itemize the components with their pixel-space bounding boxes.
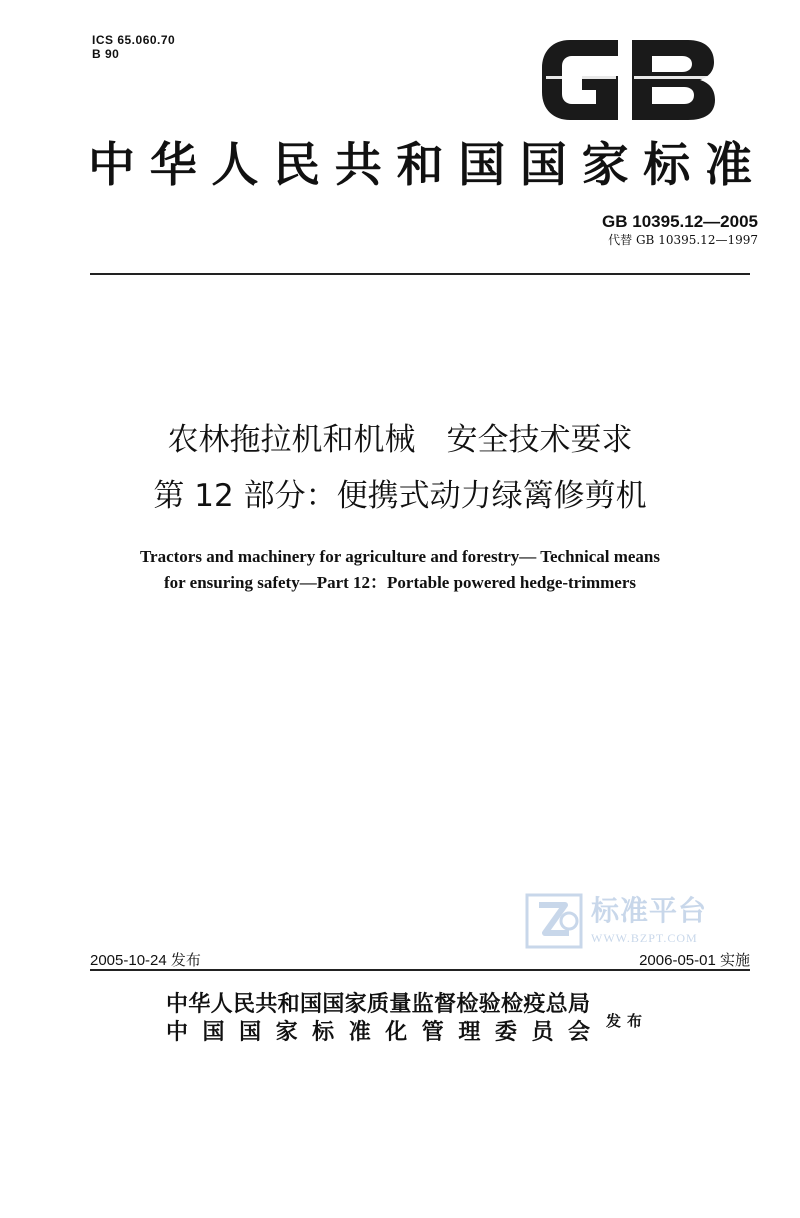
- chinese-title-line-1: 农林拖拉机和机械 安全技术要求: [167, 422, 633, 458]
- watermark-text: 标准平台: [591, 894, 708, 927]
- national-standard-title: 中华人民共和国国家标准: [88, 138, 758, 193]
- ics-code: ICS 65.060.70: [92, 33, 176, 47]
- header-divider: [90, 273, 750, 275]
- english-title-line-2: for ensuring safety—Part 12：Portable powered hedge-trimmers: [164, 573, 636, 592]
- implementation-date: 2006-05-01 实施: [639, 952, 750, 969]
- english-title-line-1: Tractors and machinery for agriculture and forestry— Technical means: [139, 547, 661, 566]
- gb-logo-icon: [540, 36, 716, 124]
- issuer-line-1: 中华人民共和国国家质量监督检验检疫总局: [166, 992, 590, 1017]
- classification-codes: [92, 33, 175, 61]
- issuer-line-2: 中国国家标准化管理委员会: [166, 1020, 590, 1045]
- standard-number-block: [602, 212, 758, 248]
- replaces-standard: 代替 GB 10395.12—1997: [608, 233, 758, 247]
- issue-date: 2005-10-24 发布: [90, 952, 201, 969]
- watermark: [525, 891, 735, 951]
- ccs-code: B 90: [92, 47, 120, 61]
- chinese-title-line-2: 第 12 部分：便携式动力绿篱修剪机: [153, 478, 647, 514]
- publish-label: 发布: [606, 1012, 649, 1030]
- watermark-logo-icon: [525, 893, 583, 949]
- footer-divider: [90, 969, 750, 971]
- watermark-url: WWW.BZPT.COM: [591, 931, 698, 945]
- standard-number: GB 10395.12—2005: [602, 212, 758, 231]
